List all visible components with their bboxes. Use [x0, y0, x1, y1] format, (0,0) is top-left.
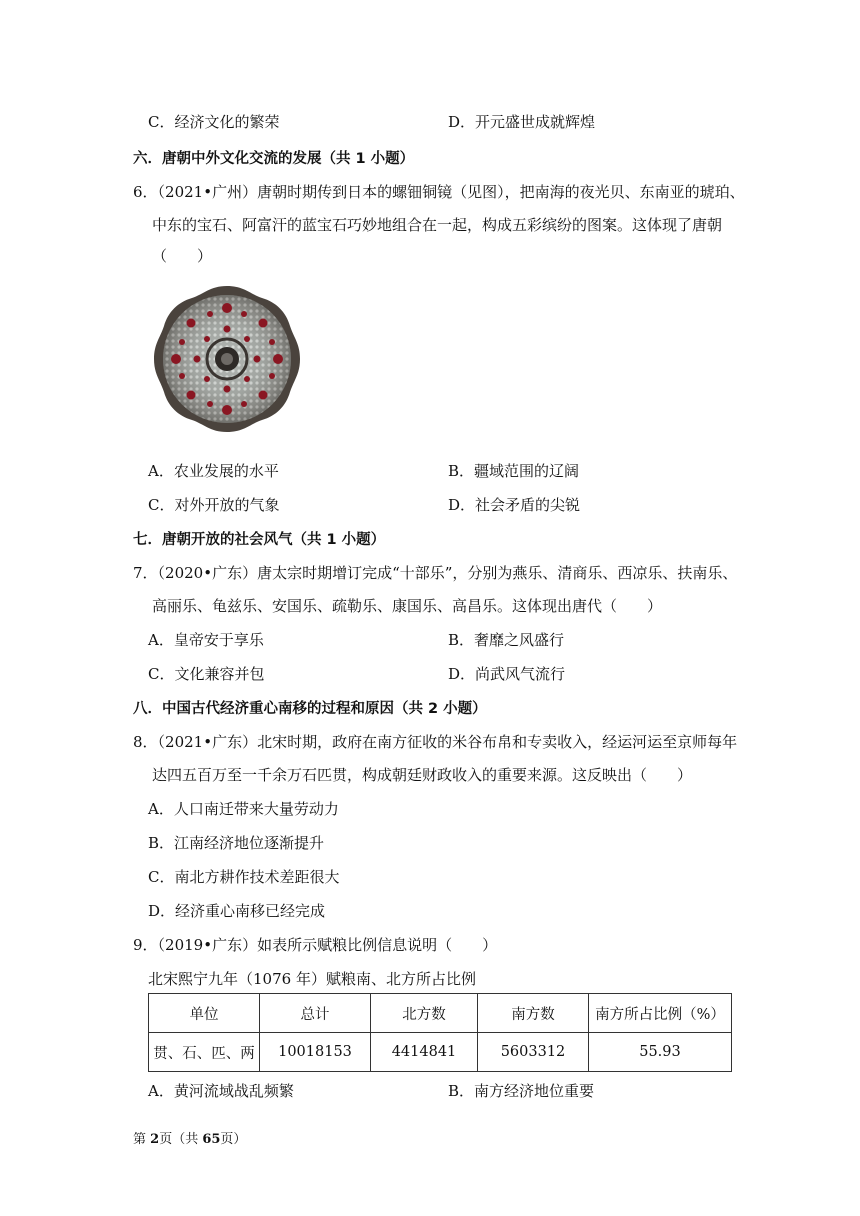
section-8-heading: 八．中国古代经济重心南移的过程和原因（共 2 小题）	[133, 701, 487, 717]
table-header: 南方所占比例（%）	[589, 994, 732, 1033]
table-header: 南方数	[478, 994, 589, 1033]
section-6-heading: 六．唐朝中外文化交流的发展（共 1 小题）	[133, 151, 415, 167]
footer-suffix: 页）	[220, 1132, 247, 1147]
q6-option-a: A．农业发展的水平	[148, 462, 279, 480]
q9-option-b: B．南方经济地位重要	[448, 1082, 595, 1100]
q8-option-b: B．江南经济地位逐渐提升	[148, 834, 325, 852]
q5-option-d: D．开元盛世成就辉煌	[448, 113, 596, 131]
footer-total-pages: 65	[202, 1132, 221, 1147]
q9-line1: 9．（2019•广东）如表所示赋粮比例信息说明（ ）	[133, 936, 498, 954]
q6-line3: （ ）	[152, 247, 213, 265]
q9-table-caption: 北宋熙宁九年（1076 年）赋粮南、北方所占比例	[148, 970, 476, 988]
table-row	[149, 1033, 732, 1072]
footer-page-number: 2	[150, 1132, 160, 1147]
table-header: 单位	[149, 994, 260, 1033]
q7-option-d: D．尚武风气流行	[448, 665, 566, 683]
q7-option-b: B．奢靡之风盛行	[448, 631, 565, 649]
table-cell: 10018153	[260, 1033, 371, 1072]
q7-option-a: A．皇帝安于享乐	[148, 631, 264, 649]
q8-option-c: C．南北方耕作技术差距很大	[148, 868, 340, 886]
q6-option-c: C．对外开放的气象	[148, 496, 280, 514]
table-cell: 贯、石、匹、两	[149, 1033, 260, 1072]
tax-grain-table	[148, 993, 732, 1072]
page-footer	[133, 1128, 246, 1147]
table-cell: 5603312	[478, 1033, 589, 1072]
q7-line1: 7．（2020•广东）唐太宗时期增订完成“十部乐”，分别为燕乐、清商乐、西凉乐、扶南乐、	[133, 564, 738, 582]
bronze-mirror-image	[152, 284, 302, 434]
table-header: 北方数	[371, 994, 478, 1033]
q5-option-c: C．经济文化的繁荣	[148, 113, 280, 131]
footer-prefix: 第	[133, 1132, 151, 1147]
q8-line1: 8．（2021•广东）北宋时期，政府在南方征收的米谷布帛和专卖收入，经运河运至京师每年	[133, 733, 738, 751]
q8-option-a: A．人口南迁带来大量劳动力	[148, 800, 339, 818]
table-header: 总计	[260, 994, 371, 1033]
table-header-row	[149, 994, 732, 1033]
table-cell: 55.93	[589, 1033, 732, 1072]
q9-option-a: A．黄河流域战乱频繁	[148, 1082, 294, 1100]
section-7-heading: 七．唐朝开放的社会风气（共 1 小题）	[133, 532, 386, 548]
q8-option-d: D．经济重心南移已经完成	[148, 902, 326, 920]
q6-option-d: D．社会矛盾的尖锐	[448, 496, 581, 514]
q7-option-c: C．文化兼容并包	[148, 665, 265, 683]
footer-middle: 页（共	[159, 1132, 203, 1147]
q8-line2: 达四五百万至一千余万石匹贯，构成朝廷财政收入的重要来源。这反映出（ ）	[152, 766, 693, 784]
table-cell: 4414841	[371, 1033, 478, 1072]
q6-option-b: B．疆域范围的辽阔	[448, 462, 580, 480]
q6-line2: 中东的宝石、阿富汗的蓝宝石巧妙地组合在一起，构成五彩缤纷的图案。这体现了唐朝	[152, 216, 723, 234]
q6-line1: 6．（2021•广州）唐朝时期传到日本的螺钿铜镜（见图），把南海的夜光贝、东南亚的琥珀、	[133, 183, 745, 201]
q7-line2: 高丽乐、龟兹乐、安国乐、疏勒乐、康国乐、高昌乐。这体现出唐代（ ）	[152, 597, 663, 615]
